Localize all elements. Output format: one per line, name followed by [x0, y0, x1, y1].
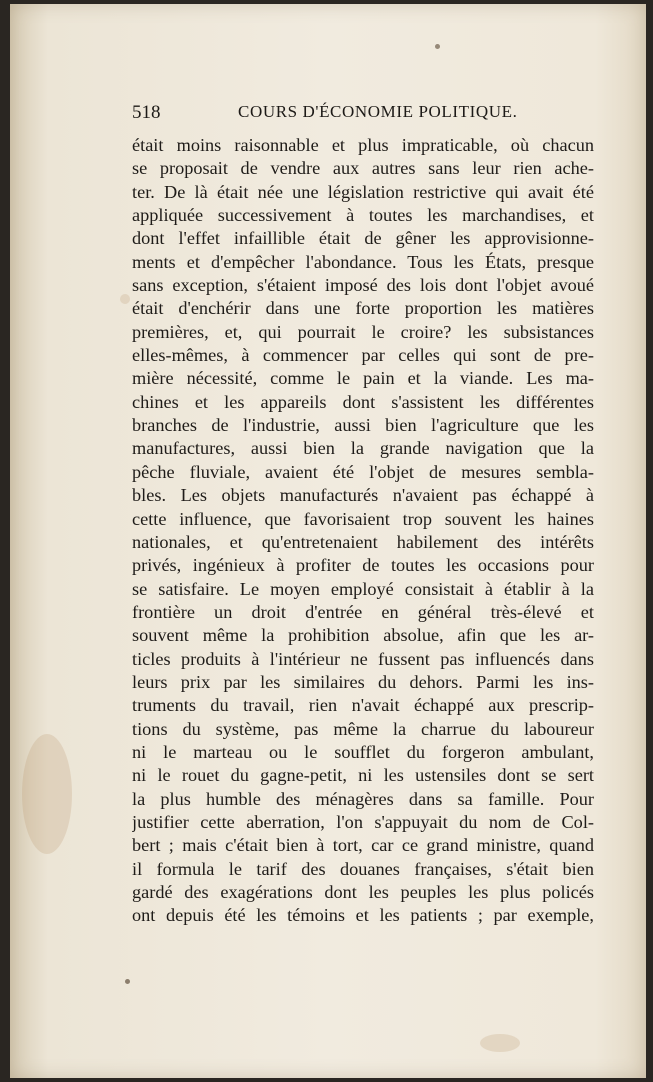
foxing-stain	[435, 44, 440, 49]
text-line: ments et d'empêcher l'abondance. Tous les États, presque	[132, 251, 594, 272]
text-line: truments du travail, rien n'avait échappé aux prescrip-	[132, 695, 594, 716]
text-line: la plus humble des ménagères dans sa famille. Pour	[132, 788, 594, 809]
text-line: ter. De là était née une législation restrictive qui avait été	[132, 181, 594, 202]
text-line: manufactures, aussi bien la grande navigation que la	[132, 438, 594, 459]
text-line: elles-mêmes, à commencer par celles qui sont de pre-	[132, 345, 594, 366]
text-line: il formula le tarif des douanes françaises, s'était bien	[132, 858, 594, 879]
text-line: tions du système, pas même la charrue du laboureur	[132, 718, 594, 739]
text-line: justifier cette aberration, l'on s'appuyait du nom de Col-	[132, 811, 594, 832]
text-line: ont depuis été les témoins et les patients ; par exemple,	[132, 905, 594, 926]
text-line: bles. Les objets manufacturés n'avaient pas échappé à	[132, 485, 594, 506]
foxing-stain	[125, 979, 130, 984]
text-line: appliquée successivement à toutes les marchandises, et	[132, 205, 594, 226]
text-line: dont l'effet infaillible était de gêner les approvisionne-	[132, 228, 594, 249]
body-text	[132, 134, 594, 928]
running-head: COURS D'ÉCONOMIE POLITIQUE.	[238, 102, 518, 121]
text-line: ticles produits à l'intérieur ne fussent pas influencés dans	[132, 648, 594, 669]
text-line: se satisfaire. Le moyen employé consistait à établir à la	[132, 578, 594, 599]
page-header	[132, 102, 594, 128]
foxing-stain	[120, 294, 130, 304]
text-line: privés, ingénieux à profiter de toutes les occasions pour	[132, 555, 594, 576]
page-number: 518	[132, 102, 161, 123]
text-line: cette influence, que favorisaient trop souvent les haines	[132, 508, 594, 529]
text-line: leurs prix par les similaires du dehors. Parmi les ins-	[132, 671, 594, 692]
text-line: chines et les appareils dont s'assistent les différentes	[132, 391, 594, 412]
text-line: frontière un droit d'entrée en général très-élevé et	[132, 601, 594, 622]
text-line: ni le rouet du gagne-petit, ni les ustensiles dont se sert	[132, 765, 594, 786]
text-line: se proposait de vendre aux autres sans leur rien ache-	[132, 158, 594, 179]
text-line: nationales, et qu'entretenaient habilement des intérêts	[132, 531, 594, 552]
text-line: était d'enchérir dans une forte proportion les matières	[132, 298, 594, 319]
text-line: sans exception, s'étaient imposé des lois dont l'objet avoué	[132, 275, 594, 296]
text-line: bert ; mais c'était bien à tort, car ce grand ministre, quand	[132, 835, 594, 856]
text-line: souvent même la prohibition absolue, afin que les ar-	[132, 625, 594, 646]
text-line: premières, et, qui pourrait le croire? les subsistances	[132, 321, 594, 342]
text-line: gardé des exagérations dont les peuples les plus policés	[132, 882, 594, 902]
text-line: était moins raisonnable et plus impraticable, où chacun	[132, 135, 594, 155]
text-line: branches de l'industrie, aussi bien l'agriculture que les	[132, 415, 594, 436]
text-line: ni le marteau ou le soufflet du forgeron ambulant,	[132, 741, 594, 762]
foxing-stain	[480, 1034, 520, 1052]
text-line: pêche fluviale, avaient été l'objet de mesures sembla-	[132, 461, 594, 482]
foxing-stain	[22, 734, 72, 854]
text-line: mière nécessité, comme le pain et la viande. Les ma-	[132, 368, 594, 389]
